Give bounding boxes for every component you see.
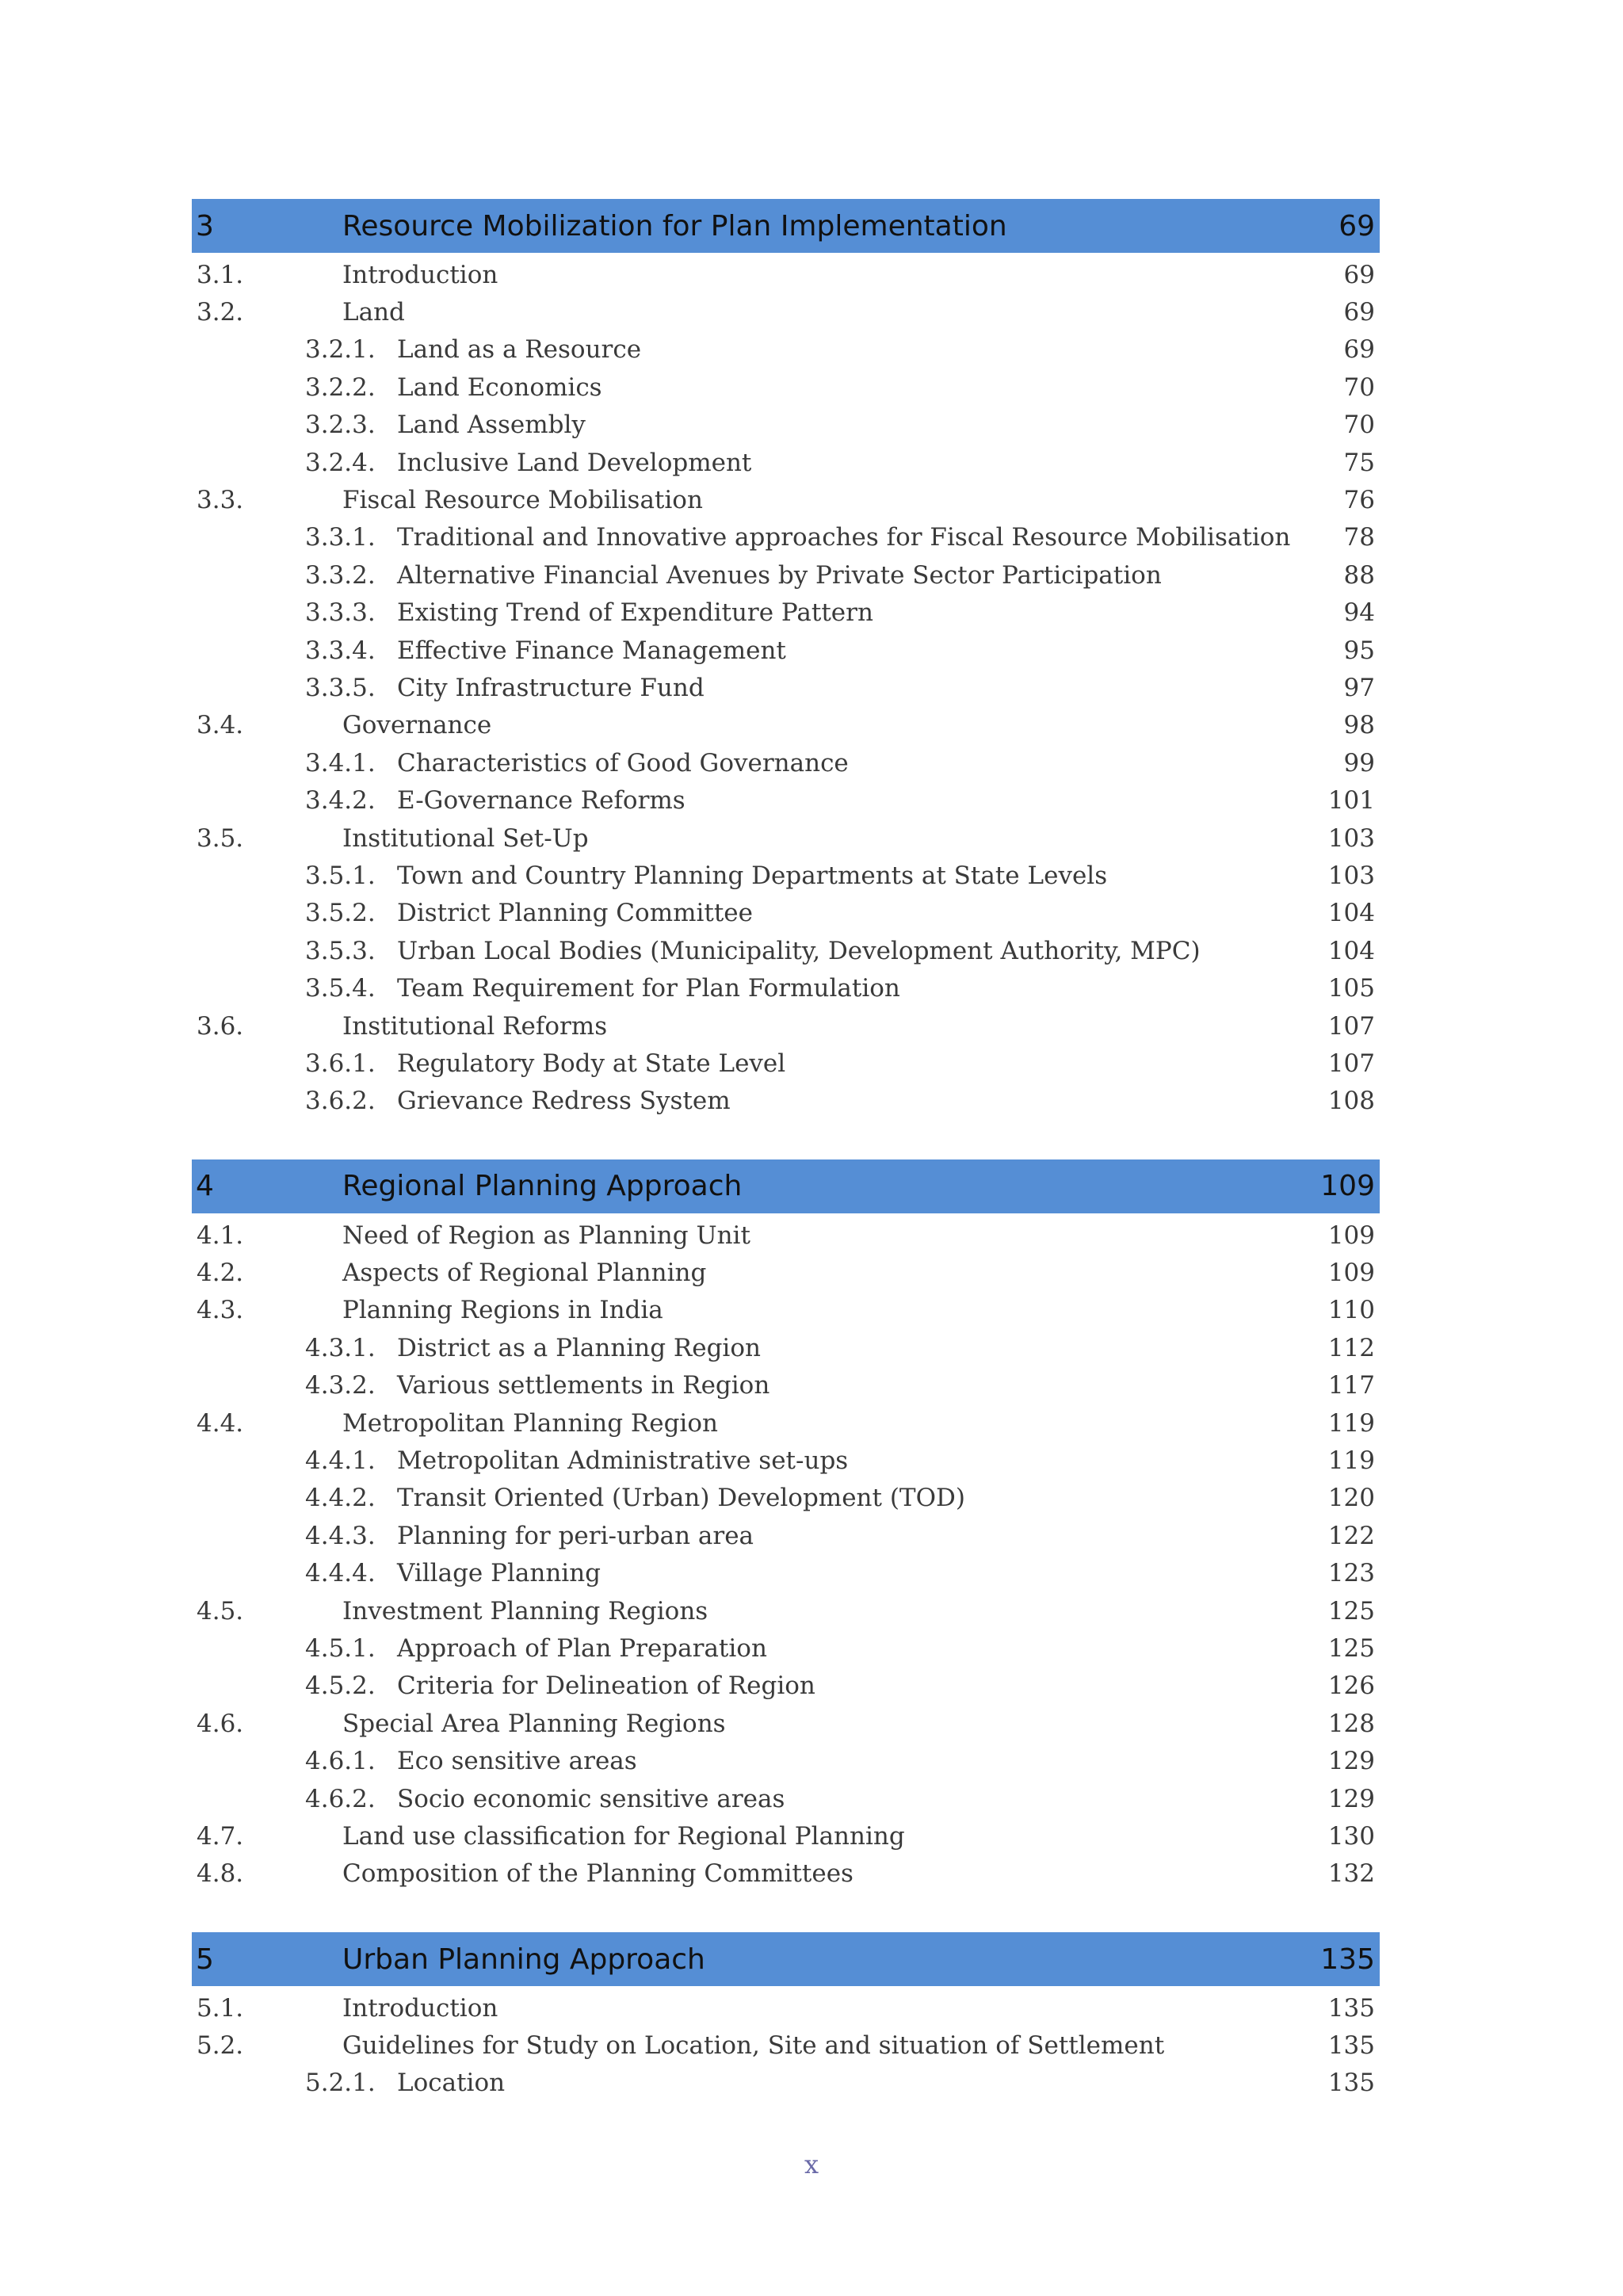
section-number: 4.4.3. — [305, 1521, 376, 1550]
toc-section-link[interactable] — [192, 1705, 1380, 1742]
section-title: Town and Country Planning Departments at State Levels — [397, 861, 1108, 890]
section-page-number: 109 — [1327, 1259, 1375, 1288]
section-number: 5.1. — [197, 1993, 244, 2023]
section-number: 3.2.2. — [305, 372, 376, 402]
toc-subsection-link[interactable] — [192, 1555, 1380, 1592]
section-page-number: 119 — [1327, 1446, 1375, 1476]
section-page-number: 135 — [1327, 2069, 1375, 2098]
section-page-number: 108 — [1327, 1087, 1375, 1116]
toc-subsection-link[interactable] — [192, 1668, 1380, 1705]
toc-section-link[interactable] — [192, 707, 1380, 744]
section-title: District as a Planning Region — [397, 1333, 761, 1362]
section-page-number: 135 — [1327, 1993, 1375, 2023]
section-number: 3.5.3. — [305, 936, 376, 965]
section-title: Land — [342, 298, 405, 327]
section-title: Location — [397, 2069, 506, 2098]
section-number: 3.5.1. — [305, 861, 376, 890]
section-number: 3.5.2. — [305, 899, 376, 928]
toc-subsection-link[interactable] — [192, 1780, 1380, 1817]
section-page-number: 76 — [1343, 486, 1375, 515]
section-title: Team Requirement for Plan Formulation — [397, 974, 900, 1003]
section-title: District Planning Committee — [397, 899, 754, 928]
section-page-number: 107 — [1327, 1011, 1375, 1041]
chapter-header-link[interactable] — [192, 199, 1380, 253]
section-page-number: 88 — [1343, 560, 1375, 590]
table-of-contents — [192, 199, 1380, 2141]
toc-subsection-link[interactable] — [192, 331, 1380, 369]
section-title: Socio economic sensitive areas — [397, 1784, 785, 1813]
toc-subsection-link[interactable] — [192, 1083, 1380, 1120]
section-page-number: 70 — [1343, 411, 1375, 440]
section-number: 4.2. — [197, 1259, 244, 1288]
section-title: Characteristics of Good Governance — [397, 748, 849, 777]
section-page-number: 125 — [1327, 1596, 1375, 1626]
toc-section-link[interactable] — [192, 819, 1380, 857]
section-page-number: 69 — [1343, 298, 1375, 327]
section-page-number: 103 — [1327, 861, 1375, 890]
section-title: Need of Region as Planning Unit — [342, 1221, 750, 1250]
section-number: 4.8. — [197, 1859, 244, 1889]
section-page-number: 105 — [1327, 974, 1375, 1003]
toc-subsection-link[interactable] — [192, 1629, 1380, 1667]
section-number: 3.6.1. — [305, 1049, 376, 1078]
toc-subsection-link[interactable] — [192, 669, 1380, 706]
section-title: Guidelines for Study on Location, Site and situation of Settlement — [342, 2031, 1165, 2061]
section-page-number: 101 — [1327, 786, 1375, 816]
section-title: Land Assembly — [397, 411, 586, 440]
section-number: 3.3.5. — [305, 673, 376, 702]
section-number: 4.4. — [197, 1408, 244, 1438]
toc-subsection-link[interactable] — [192, 632, 1380, 669]
section-title: Institutional Reforms — [342, 1011, 608, 1041]
section-title: Special Area Planning Regions — [342, 1709, 726, 1738]
section-page-number: 94 — [1343, 598, 1375, 628]
section-title: Planning for peri-urban area — [397, 1521, 754, 1550]
section-number: 3.6.2. — [305, 1087, 376, 1116]
toc-section-link[interactable] — [192, 256, 1380, 293]
toc-subsection-link[interactable] — [192, 1367, 1380, 1404]
section-number: 4.1. — [197, 1221, 244, 1250]
section-page-number: 129 — [1327, 1747, 1375, 1776]
section-title: Planning Regions in India — [342, 1296, 663, 1325]
toc-section-link[interactable] — [192, 1592, 1380, 1629]
section-page-number: 109 — [1327, 1221, 1375, 1250]
section-page-number: 107 — [1327, 1049, 1375, 1078]
toc-subsection-link[interactable] — [192, 407, 1380, 444]
section-number: 4.5.1. — [305, 1633, 376, 1663]
section-number: 3.5.4. — [305, 974, 376, 1003]
toc-subsection-link[interactable] — [192, 895, 1380, 932]
section-title: Existing Trend of Expenditure Pattern — [397, 598, 873, 628]
section-number: 4.6. — [197, 1709, 244, 1738]
toc-subsection-link[interactable] — [192, 519, 1380, 556]
section-page-number: 104 — [1327, 899, 1375, 928]
section-title: City Infrastructure Fund — [397, 673, 705, 702]
section-number: 3.6. — [197, 1011, 244, 1041]
section-page-number: 129 — [1327, 1784, 1375, 1813]
chapter-section — [192, 1932, 1380, 2102]
chapter-page-number: 109 — [1320, 1170, 1375, 1203]
toc-section-link[interactable] — [192, 1292, 1380, 1329]
chapter-header-link[interactable] — [192, 1932, 1380, 1986]
section-number: 4.6.2. — [305, 1784, 376, 1813]
section-title: Effective Finance Management — [397, 636, 786, 665]
toc-subsection-link[interactable] — [192, 556, 1380, 594]
toc-subsection-link[interactable] — [192, 744, 1380, 781]
section-title: Fiscal Resource Mobilisation — [342, 486, 703, 515]
section-title: Aspects of Regional Planning — [342, 1259, 707, 1288]
chapter-page-number: 135 — [1320, 1943, 1375, 1976]
section-title: Eco sensitive areas — [397, 1747, 637, 1776]
section-number: 3.5. — [197, 823, 244, 853]
toc-section-link[interactable] — [192, 481, 1380, 518]
chapter-number: 3 — [196, 209, 214, 243]
section-page-number: 126 — [1327, 1671, 1375, 1701]
section-number: 5.2.1. — [305, 2069, 376, 2098]
section-number: 4.3. — [197, 1296, 244, 1325]
section-number: 3.1. — [197, 260, 244, 289]
section-page-number: 125 — [1327, 1633, 1375, 1663]
section-title: Land Economics — [397, 372, 602, 402]
section-page-number: 122 — [1327, 1521, 1375, 1550]
section-page-number: 112 — [1327, 1333, 1375, 1362]
section-page-number: 98 — [1343, 711, 1375, 740]
section-number: 3.2. — [197, 298, 244, 327]
toc-subsection-link[interactable] — [192, 932, 1380, 969]
chapter-section — [192, 199, 1380, 1120]
section-page-number: 123 — [1327, 1559, 1375, 1588]
section-page-number: 132 — [1327, 1859, 1375, 1889]
section-page-number: 69 — [1343, 335, 1375, 365]
section-number: 3.4.1. — [305, 748, 376, 777]
toc-subsection-link[interactable] — [192, 444, 1380, 481]
section-page-number: 130 — [1327, 1821, 1375, 1851]
section-number: 4.5. — [197, 1596, 244, 1626]
page-number: x — [804, 2149, 819, 2179]
section-page-number: 97 — [1343, 673, 1375, 702]
section-page-number: 128 — [1327, 1709, 1375, 1738]
section-number: 4.4.2. — [305, 1484, 376, 1513]
toc-section-link[interactable] — [192, 1007, 1380, 1045]
toc-section-link[interactable] — [192, 1217, 1380, 1254]
section-number: 3.2.4. — [305, 448, 376, 477]
chapter-page-number: 69 — [1338, 209, 1375, 243]
chapter-section — [192, 1159, 1380, 1893]
section-title: Institutional Set-Up — [342, 823, 589, 853]
section-page-number: 78 — [1343, 523, 1375, 552]
section-title: Regulatory Body at State Level — [397, 1049, 786, 1078]
section-title: Grievance Redress System — [397, 1087, 731, 1116]
section-title: Various settlements in Region — [397, 1371, 770, 1400]
section-title: Governance — [342, 711, 492, 740]
toc-subsection-link[interactable] — [192, 369, 1380, 406]
chapter-number: 5 — [196, 1943, 214, 1976]
section-page-number: 104 — [1327, 936, 1375, 965]
section-number: 3.4.2. — [305, 786, 376, 816]
section-page-number: 119 — [1327, 1408, 1375, 1438]
section-title: Investment Planning Regions — [342, 1596, 708, 1626]
section-number: 3.3.4. — [305, 636, 376, 665]
section-title: Village Planning — [397, 1559, 601, 1588]
toc-subsection-link[interactable] — [192, 969, 1380, 1007]
section-title: Inclusive Land Development — [397, 448, 752, 477]
chapter-title: Regional Planning Approach — [342, 1170, 743, 1203]
toc-subsection-link[interactable] — [192, 594, 1380, 632]
toc-section-link[interactable] — [192, 293, 1380, 330]
chapter-number: 4 — [196, 1170, 214, 1203]
section-title: Urban Local Bodies (Municipality, Development Authority, MPC) — [397, 936, 1201, 965]
section-number: 4.6.1. — [305, 1747, 376, 1776]
section-title: Approach of Plan Preparation — [397, 1633, 767, 1663]
toc-subsection-link[interactable] — [192, 857, 1380, 894]
section-number: 3.3.3. — [305, 598, 376, 628]
section-title: Transit Oriented (Urban) Development (TOD) — [397, 1484, 965, 1513]
section-number: 5.2. — [197, 2031, 244, 2061]
chapter-title: Urban Planning Approach — [342, 1943, 705, 1976]
toc-subsection-link[interactable] — [192, 781, 1380, 819]
section-number: 4.4.1. — [305, 1446, 376, 1476]
section-page-number: 117 — [1327, 1371, 1375, 1400]
toc-section-link[interactable] — [192, 1855, 1380, 1893]
section-page-number: 70 — [1343, 372, 1375, 402]
section-page-number: 135 — [1327, 2031, 1375, 2061]
section-page-number: 103 — [1327, 823, 1375, 853]
toc-subsection-link[interactable] — [192, 1742, 1380, 1779]
toc-section-link[interactable] — [192, 1254, 1380, 1291]
section-page-number: 110 — [1327, 1296, 1375, 1325]
section-number: 4.5.2. — [305, 1671, 376, 1701]
toc-subsection-link[interactable] — [192, 1045, 1380, 1082]
toc-section-link[interactable] — [192, 1817, 1380, 1855]
section-number: 4.4.4. — [305, 1559, 376, 1588]
toc-section-link[interactable] — [192, 1989, 1380, 2027]
section-title: Composition of the Planning Committees — [342, 1859, 854, 1889]
toc-subsection-link[interactable] — [192, 1480, 1380, 1517]
section-number: 4.3.1. — [305, 1333, 376, 1362]
chapter-title: Resource Mobilization for Plan Implementation — [342, 209, 1007, 243]
section-page-number: 120 — [1327, 1484, 1375, 1513]
section-page-number: 69 — [1343, 260, 1375, 289]
section-title: Alternative Financial Avenues by Private Sector Participation — [397, 560, 1162, 590]
section-page-number: 99 — [1343, 748, 1375, 777]
section-page-number: 95 — [1343, 636, 1375, 665]
section-title: Metropolitan Administrative set-ups — [397, 1446, 849, 1476]
section-page-number: 75 — [1343, 448, 1375, 477]
toc-section-link[interactable] — [192, 2027, 1380, 2064]
section-title: Introduction — [342, 260, 498, 289]
section-title: Traditional and Innovative approaches for Fiscal Resource Mobilisation — [397, 523, 1291, 552]
toc-subsection-link[interactable] — [192, 1329, 1380, 1366]
section-title: Criteria for Delineation of Region — [397, 1671, 815, 1701]
section-number: 3.3.1. — [305, 523, 376, 552]
section-number: 3.2.3. — [305, 411, 376, 440]
section-number: 4.3.2. — [305, 1371, 376, 1400]
section-number: 3.3.2. — [305, 560, 376, 590]
section-title: Metropolitan Planning Region — [342, 1408, 718, 1438]
section-number: 3.4. — [197, 711, 244, 740]
section-title: Introduction — [342, 1993, 498, 2023]
toc-section-link[interactable] — [192, 1404, 1380, 1442]
section-number: 3.3. — [197, 486, 244, 515]
section-title: Land use classification for Regional Planning — [342, 1821, 905, 1851]
section-number: 3.2.1. — [305, 335, 376, 365]
section-number: 4.7. — [197, 1821, 244, 1851]
toc-subsection-link[interactable] — [192, 1517, 1380, 1554]
toc-subsection-link[interactable] — [192, 1442, 1380, 1479]
section-title: E-Governance Reforms — [397, 786, 685, 816]
section-title: Land as a Resource — [397, 335, 642, 365]
chapter-header-link[interactable] — [192, 1159, 1380, 1213]
toc-subsection-link[interactable] — [192, 2065, 1380, 2102]
